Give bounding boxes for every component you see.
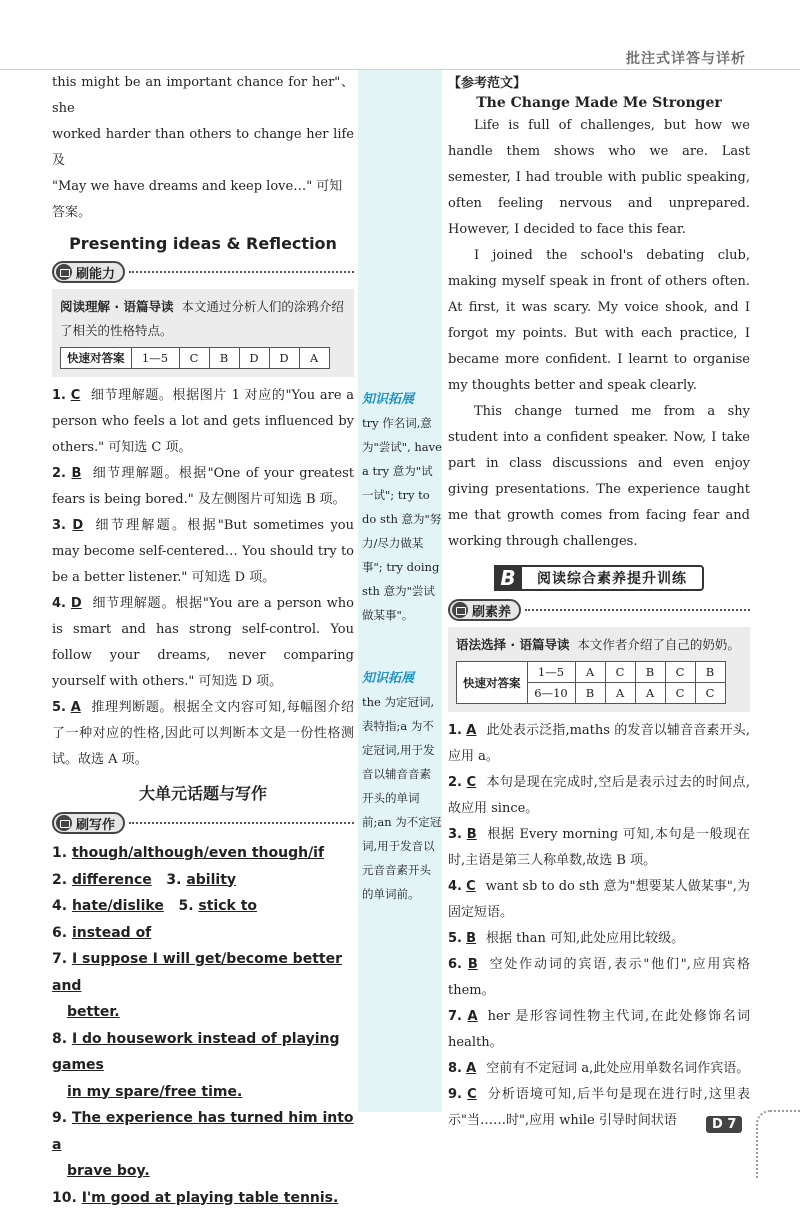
question-explanation: 推理判断题。根据全文内容可知,每幅图介绍了一种对应的性格,因此可以判断本文是一份性格测试。故选 A 项。: [52, 700, 354, 767]
knowledge-tip-try: try 作名词,意为"尝试", have a try 意为"试一试"; try to do sth 意为"努力/尽力做某事"; try doing sth 意为"尝试做某事"。: [362, 411, 442, 627]
dotted-divider: [129, 271, 354, 273]
writing-number: 8.: [52, 1031, 67, 1047]
guide-tag: 语法选择 · 语篇导读: [456, 637, 569, 652]
answer-cell: A: [635, 683, 665, 704]
banner-letter: B: [494, 565, 522, 591]
answer-cell: C: [665, 683, 695, 704]
writing-text: difference: [72, 872, 152, 888]
question-number: 7.: [448, 1009, 462, 1024]
writing-number: 2.: [52, 872, 67, 888]
answer-cell: D: [239, 348, 269, 369]
question-number: 4.: [52, 596, 66, 611]
essay-paragraph: I joined the school's debating club, making myself speak in front of others often. At first, it was scary. My voice shook, and I forgot my points. But with each practice, I became more confident. I learnt to organise my thoughts better and speak clearly.: [448, 243, 750, 399]
dotted-divider: [129, 822, 354, 824]
question-number: 3.: [448, 827, 462, 842]
answer-range: 1—5: [527, 662, 575, 683]
knowledge-tip-heading: 知识拓展: [362, 388, 442, 407]
knowledge-tip-articles: the 为定冠词,表特指;a 为不定冠词,用于发音以辅音音素开头的单词前;an 为不定冠词,用于发音以元音音素开头的单词前。: [362, 690, 442, 906]
right-column: [448, 70, 750, 1134]
question-number: 5.: [52, 700, 66, 715]
writing-number: 5.: [178, 898, 193, 914]
question-number: 1.: [52, 388, 66, 403]
writing-text-cont: brave boy.: [67, 1163, 150, 1179]
question-answer: B: [466, 931, 476, 946]
badge-literacy: [448, 599, 521, 621]
guide-tag: 阅读理解 · 语篇导读: [60, 299, 173, 314]
question-explanation: her 是形容词性物主代词,在此处修饰名词 health。: [448, 1009, 750, 1050]
writing-text: hate/dislike: [72, 898, 164, 914]
question-answer: A: [468, 1009, 478, 1024]
question-answer: C: [467, 775, 477, 790]
question-number: 8.: [448, 1061, 462, 1076]
banner-text: 阅读综合素养提升训练: [522, 568, 702, 588]
writing-answer: [52, 1026, 354, 1106]
answer-cell: A: [299, 348, 329, 369]
book-icon: [56, 815, 72, 831]
grammar-question-item: [448, 874, 750, 926]
badge-row-ability: [52, 261, 354, 283]
left-column: [52, 70, 354, 1211]
badge-row-writing: [52, 812, 354, 834]
writing-answer: [52, 946, 354, 1026]
section-title-writing-topic: 大单元话题与写作: [52, 781, 354, 804]
writing-answer: [52, 920, 354, 947]
question-answer: D: [72, 518, 83, 533]
question-item: [52, 695, 354, 773]
question-answer: C: [71, 388, 81, 403]
question-answer: A: [466, 723, 476, 738]
guide-desc: 本文通过分析人们的涂鸦介绍了相关的性格特点。: [60, 299, 344, 338]
writing-number: 6.: [52, 925, 67, 941]
writing-text: I do housework instead of playing games: [52, 1031, 340, 1074]
header-label: 批注式详答与详析: [626, 48, 746, 68]
grammar-question-item: [448, 718, 750, 770]
question-explanation: 细节理解题。根据图片 1 对应的"You are a person who feels a lot and gets influenced by others." 可知选 C 项。: [52, 388, 354, 455]
answer-range: 6—10: [527, 683, 575, 704]
grammar-info-box: [448, 627, 750, 712]
dotted-divider: [525, 609, 750, 611]
writing-text: though/although/even though/if: [72, 845, 324, 861]
book-icon: [56, 264, 72, 280]
book-icon: [452, 602, 468, 618]
question-item: [52, 461, 354, 513]
badge-row-literacy: [448, 599, 750, 621]
question-number: 9.: [448, 1087, 462, 1102]
guide-desc: 本文作者介绍了自己的奶奶。: [577, 637, 740, 652]
question-explanation: 空处作动词的宾语,表示"他们",应用宾格 them。: [448, 957, 750, 998]
answer-cell: B: [635, 662, 665, 683]
question-explanation: 本句是现在完成时,空后是表示过去的时间点,故应用 since。: [448, 775, 750, 816]
writing-number: 3.: [166, 872, 181, 888]
question-answer: A: [71, 700, 81, 715]
question-item: [52, 513, 354, 591]
writing-text: stick to: [198, 898, 257, 914]
grammar-question-item: [448, 952, 750, 1004]
question-explanation: 此处表示泛指,maths 的发音以辅音音素开头,应用 a。: [448, 723, 750, 764]
question-number: 4.: [448, 879, 462, 894]
answer-cell: A: [575, 662, 605, 683]
answer-table: [456, 661, 726, 704]
grammar-guide: [456, 633, 742, 657]
question-item: [52, 591, 354, 695]
question-number: 2.: [52, 466, 66, 481]
writing-answer: [52, 1185, 354, 1211]
answer-cell: A: [605, 683, 635, 704]
writing-text: The experience has turned him into a: [52, 1110, 354, 1153]
writing-number: 7.: [52, 951, 67, 967]
question-number: 2.: [448, 775, 462, 790]
essay-paragraph: This change turned me from a shy student into a confident speaker. Now, I take part in class discussions and even enjoy giving presentations. The experience taught me that growth comes from facing fear and working through challenges.: [448, 399, 750, 555]
answer-cell: C: [665, 662, 695, 683]
answer-cell: C: [695, 683, 725, 704]
answer-cell: D: [269, 348, 299, 369]
writing-text: I'm good at playing table tennis.: [82, 1190, 339, 1206]
writing-text-cont: better.: [67, 1004, 120, 1020]
question-answer: C: [466, 879, 476, 894]
section-b-banner: [494, 565, 704, 591]
writing-number: 10.: [52, 1190, 77, 1206]
question-answer: B: [468, 957, 478, 972]
writing-answer: [52, 867, 354, 894]
writing-text-cont: in my spare/free time.: [67, 1084, 242, 1100]
question-answer: C: [467, 1087, 477, 1102]
intro-line: this might be an important chance for her"、she: [52, 70, 354, 122]
essay-tag: 【参考范文】: [448, 72, 750, 91]
answer-cell: B: [695, 662, 725, 683]
reading-guide: [60, 295, 346, 343]
question-explanation: 细节理解题。根据"You are a person who is smart and has strong self-control. You follow your dreams, never comparing yourself with others." 可知选 D 项。: [52, 596, 354, 689]
question-explanation: 根据 than 可知,此处应用比较级。: [486, 931, 684, 946]
intro-line: "May we have dreams and keep love…" 可知: [52, 174, 354, 200]
question-explanation: 根据 Every morning 可知,本句是一般现在时,主语是第三人称单数,故选 B 项。: [448, 827, 750, 868]
question-explanation: want sb to do sth 意为"想要某人做某事",为固定短语。: [448, 879, 750, 920]
badge-label: 刷写作: [76, 814, 115, 833]
intro-text: [52, 70, 354, 226]
reading-info-box: [52, 289, 354, 377]
question-answer: D: [71, 596, 82, 611]
question-answer: B: [71, 466, 81, 481]
question-explanation: 空前有不定冠词 a,此处应用单数名词作宾语。: [486, 1061, 749, 1076]
question-number: 5.: [448, 931, 462, 946]
knowledge-tip-heading: 知识拓展: [362, 667, 442, 686]
question-item: [52, 383, 354, 461]
answer-table: [60, 347, 330, 369]
answer-table-label: 快速对答案: [61, 348, 132, 369]
answer-cell: C: [179, 348, 209, 369]
writing-number: 1.: [52, 845, 67, 861]
question-number: 1.: [448, 723, 462, 738]
notes-column: [358, 70, 442, 1112]
writing-text: ability: [186, 872, 236, 888]
badge-label: 刷能力: [76, 263, 115, 282]
writing-number: 4.: [52, 898, 67, 914]
writing-answer: [52, 1105, 354, 1185]
intro-line: worked harder than others to change her life 及: [52, 122, 354, 174]
writing-answer: [52, 840, 354, 867]
grammar-question-item: [448, 822, 750, 874]
answer-range: 1—5: [131, 348, 179, 369]
essay-paragraph: Life is full of challenges, but how we handle them shows who we are. Last semester, I had trouble with public speaking, often feeling nervous and unprepared. However, I decided to face this fear.: [448, 113, 750, 243]
writing-text: instead of: [72, 925, 151, 941]
badge-label: 刷素养: [472, 601, 511, 620]
page-number: D 7: [706, 1116, 742, 1133]
answer-cell: B: [209, 348, 239, 369]
grammar-question-item: [448, 1082, 750, 1134]
question-explanation: 分析语境可知,后半句是现在进行时,这里表示"当……时",应用 while 引导时间状语: [448, 1087, 750, 1128]
essay-title: The Change Made Me Stronger: [448, 95, 750, 111]
grammar-question-item: [448, 1004, 750, 1056]
grammar-question-item: [448, 926, 750, 952]
intro-line: 答案。: [52, 200, 354, 226]
answer-cell: B: [575, 683, 605, 704]
question-explanation: 细节理解题。根据"But sometimes you may become self-centered… You should try to be a better listener." 可知选 D 项。: [52, 518, 354, 585]
answer-cell: C: [605, 662, 635, 683]
writing-number: 9.: [52, 1110, 67, 1126]
question-number: 6.: [448, 957, 462, 972]
question-answer: B: [467, 827, 477, 842]
badge-writing: [52, 812, 125, 834]
grammar-question-item: [448, 1056, 750, 1082]
corner-decoration: [756, 1110, 800, 1178]
question-explanation: 细节理解题。根据"One of your greatest fears is being bored." 及左侧图片可知选 B 项。: [52, 466, 354, 507]
answer-table-label: 快速对答案: [457, 662, 528, 704]
question-number: 3.: [52, 518, 66, 533]
question-answer: A: [466, 1061, 476, 1076]
writing-answer: [52, 893, 354, 920]
badge-ability: [52, 261, 125, 283]
writing-text: I suppose I will get/become better and: [52, 951, 342, 994]
section-title-presenting: Presenting ideas & Reflection: [52, 234, 354, 253]
grammar-question-item: [448, 770, 750, 822]
